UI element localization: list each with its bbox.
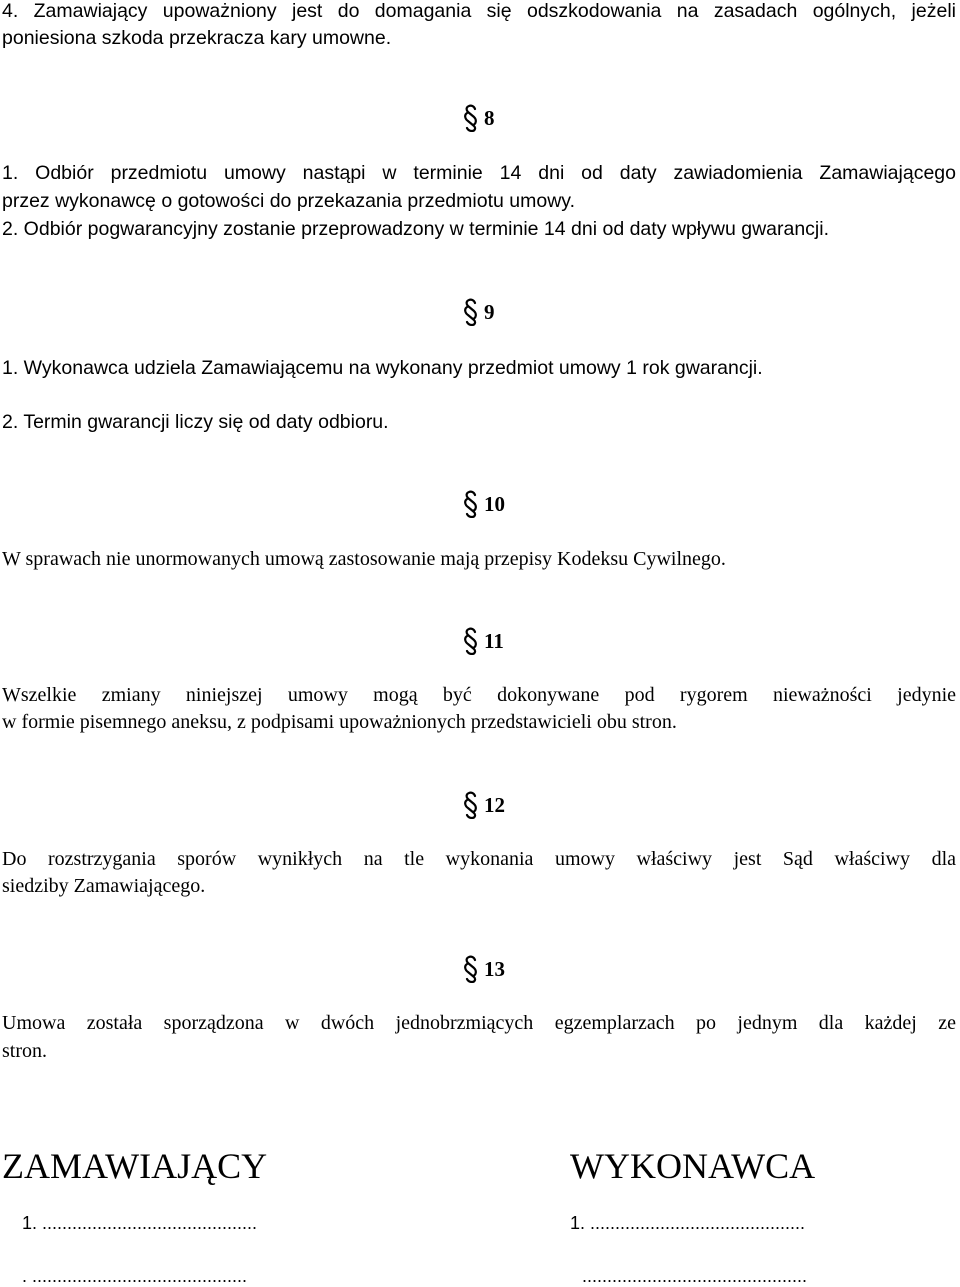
section-sign-icon: [462, 104, 482, 132]
paragraph-4-line-2: poniesiona szkoda przekracza kary umowne.: [2, 27, 392, 49]
signature-line-right-1: 1. ...........................................: [570, 1213, 806, 1233]
section-9-number: 9: [484, 300, 495, 324]
section-12-number: 12: [484, 793, 505, 817]
signature-title-zamawiajacy: ZAMAWIAJĄCY: [2, 1146, 268, 1186]
section-12-line-1: Do rozstrzygania sporów wynikłych na tle wykonania umowy właściwy jest Sąd właściwy dla: [2, 848, 956, 870]
section-sign-icon: [462, 955, 482, 983]
section-8-number: 8: [484, 106, 495, 130]
section-12-line-2: siedziby Zamawiającego.: [2, 875, 206, 897]
section-8-point-1-line-1: 1. Odbiór przedmiotu umowy nastąpi w terminie 14 dni od daty zawiadomienia Zamawiającego: [2, 162, 956, 184]
section-11-number: 11: [484, 629, 504, 653]
section-10-text: W sprawach nie unormowanych umową zastosowanie mają przepisy Kodeksu Cywilnego.: [2, 548, 726, 570]
paragraph-4-line-1: 4. Zamawiający upoważniony jest do domagania się odszkodowania na zasadach ogólnych, jeżeli: [2, 0, 956, 22]
section-13-line-1: Umowa została sporządzona w dwóch jednobrzmiących egzemplarzach po jednym dla każdej ze: [2, 1012, 956, 1034]
section-sign-icon: [462, 791, 482, 819]
signature-title-wykonawca: WYKONAWCA: [570, 1146, 816, 1186]
section-8-point-1-line-2: przez wykonawcę o gotowości do przekazania przedmiotu umowy.: [2, 190, 575, 212]
section-10-number: 10: [484, 492, 505, 516]
section-13-heading: [462, 955, 505, 983]
section-11-heading: [462, 627, 504, 655]
section-13-number: 13: [484, 957, 505, 981]
signature-line-right-2: .............................................: [582, 1266, 808, 1286]
section-9-point-2: 2. Termin gwarancji liczy się od daty odbioru.: [2, 411, 389, 433]
section-sign-icon: [462, 490, 482, 518]
section-sign-icon: [462, 627, 482, 655]
section-8-point-2: 2. Odbiór pogwarancyjny zostanie przeprowadzony w terminie 14 dni od daty wpływu gwarancji.: [2, 218, 830, 240]
section-11-line-2: w formie pisemnego aneksu, z podpisami upoważnionych przedstawicieli obu stron.: [2, 711, 677, 733]
section-8-heading: [462, 104, 495, 132]
section-9-heading: [462, 298, 495, 326]
signature-line-left-2: . ...........................................: [22, 1266, 248, 1286]
section-13-line-2: stron.: [2, 1040, 47, 1062]
signature-line-left-1: 1. ...........................................: [22, 1213, 258, 1233]
section-12-heading: [462, 791, 505, 819]
section-sign-icon: [462, 298, 482, 326]
section-9-point-1: 1. Wykonawca udziela Zamawiającemu na wykonany przedmiot umowy 1 rok gwarancji.: [2, 357, 763, 379]
section-11-line-1: Wszelkie zmiany niniejszej umowy mogą być dokonywane pod rygorem nieważności jedynie: [2, 684, 956, 706]
section-10-heading: [462, 490, 505, 518]
